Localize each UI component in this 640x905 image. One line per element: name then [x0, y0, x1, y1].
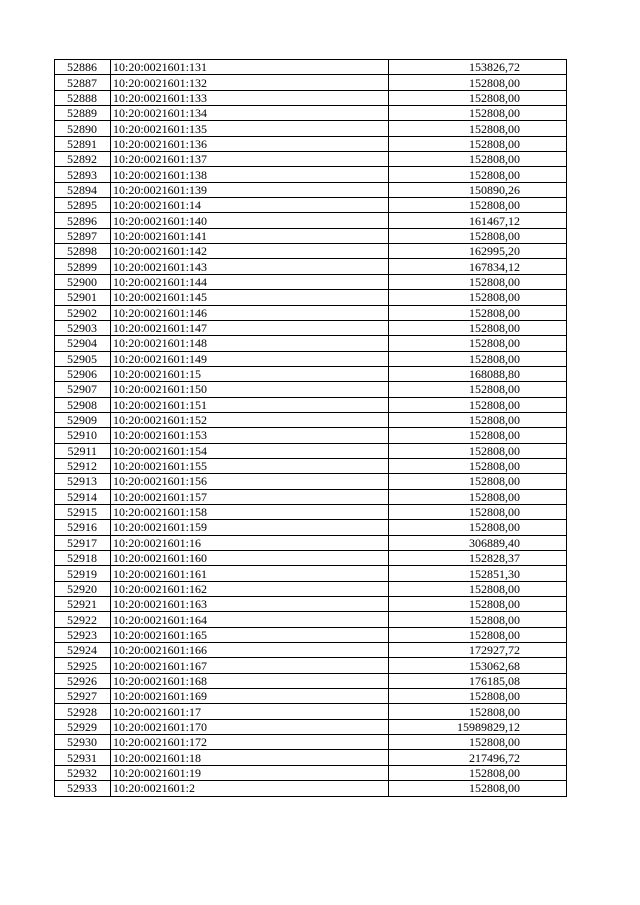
row-number-cell: 52908 [55, 397, 111, 412]
row-number-cell: 52920 [55, 581, 111, 596]
cadastral-value-cell: 152808,00 [389, 520, 567, 535]
table-row [55, 658, 567, 673]
cadastral-number-cell: 10:20:0021601:172 [111, 735, 389, 750]
table-row [55, 351, 567, 366]
row-number-cell: 52914 [55, 489, 111, 504]
row-number-cell: 52932 [55, 765, 111, 780]
row-number-cell: 52912 [55, 458, 111, 473]
row-number-cell: 52899 [55, 259, 111, 274]
cadastral-number-cell: 10:20:0021601:16 [111, 535, 389, 550]
table-row [55, 259, 567, 274]
row-number-cell: 52888 [55, 90, 111, 105]
row-number-cell: 52887 [55, 75, 111, 90]
cadastral-number-cell: 10:20:0021601:144 [111, 274, 389, 289]
cadastral-value-table [54, 59, 567, 797]
row-number-cell: 52906 [55, 366, 111, 381]
cadastral-value-cell: 152808,00 [389, 581, 567, 596]
table-row [55, 750, 567, 765]
cadastral-number-cell: 10:20:0021601:134 [111, 106, 389, 121]
table-row [55, 781, 567, 796]
row-number-cell: 52928 [55, 704, 111, 719]
cadastral-number-cell: 10:20:0021601:133 [111, 90, 389, 105]
row-number-cell: 52909 [55, 412, 111, 427]
table-row [55, 182, 567, 197]
row-number-cell: 52895 [55, 198, 111, 213]
table-row [55, 366, 567, 381]
table-row [55, 643, 567, 658]
cadastral-number-cell: 10:20:0021601:19 [111, 765, 389, 780]
cadastral-number-cell: 10:20:0021601:159 [111, 520, 389, 535]
table-row [55, 504, 567, 519]
cadastral-number-cell: 10:20:0021601:140 [111, 213, 389, 228]
row-number-cell: 52892 [55, 152, 111, 167]
cadastral-number-cell: 10:20:0021601:142 [111, 244, 389, 259]
row-number-cell: 52900 [55, 274, 111, 289]
cadastral-number-cell: 10:20:0021601:160 [111, 551, 389, 566]
table-row [55, 305, 567, 320]
table-body [55, 60, 567, 797]
table-row [55, 428, 567, 443]
cadastral-number-cell: 10:20:0021601:147 [111, 320, 389, 335]
cadastral-number-cell: 10:20:0021601:162 [111, 581, 389, 596]
row-number-cell: 52917 [55, 535, 111, 550]
cadastral-number-cell: 10:20:0021601:137 [111, 152, 389, 167]
table-row [55, 689, 567, 704]
row-number-cell: 52931 [55, 750, 111, 765]
row-number-cell: 52916 [55, 520, 111, 535]
cadastral-value-cell: 15989829,12 [389, 719, 567, 734]
cadastral-value-cell: 152808,00 [389, 274, 567, 289]
table-row [55, 704, 567, 719]
cadastral-number-cell: 10:20:0021601:149 [111, 351, 389, 366]
cadastral-value-cell: 176185,08 [389, 673, 567, 688]
row-number-cell: 52903 [55, 320, 111, 335]
cadastral-number-cell: 10:20:0021601:153 [111, 428, 389, 443]
cadastral-number-cell: 10:20:0021601:157 [111, 489, 389, 504]
cadastral-value-cell: 152808,00 [389, 627, 567, 642]
cadastral-number-cell: 10:20:0021601:170 [111, 719, 389, 734]
cadastral-number-cell: 10:20:0021601:148 [111, 336, 389, 351]
row-number-cell: 52911 [55, 443, 111, 458]
cadastral-value-cell: 152808,00 [389, 765, 567, 780]
row-number-cell: 52893 [55, 167, 111, 182]
cadastral-value-cell: 152808,00 [389, 136, 567, 151]
table-row [55, 121, 567, 136]
table-row [55, 535, 567, 550]
cadastral-number-cell: 10:20:0021601:168 [111, 673, 389, 688]
cadastral-number-cell: 10:20:0021601:18 [111, 750, 389, 765]
row-number-cell: 52898 [55, 244, 111, 259]
row-number-cell: 52922 [55, 612, 111, 627]
row-number-cell: 52890 [55, 121, 111, 136]
cadastral-value-cell: 152808,00 [389, 320, 567, 335]
cadastral-value-cell: 161467,12 [389, 213, 567, 228]
table-row [55, 520, 567, 535]
table-row [55, 397, 567, 412]
row-number-cell: 52910 [55, 428, 111, 443]
table-row [55, 167, 567, 182]
table-row [55, 489, 567, 504]
cadastral-value-cell: 152808,00 [389, 121, 567, 136]
row-number-cell: 52918 [55, 551, 111, 566]
table-row [55, 198, 567, 213]
table-row [55, 551, 567, 566]
row-number-cell: 52905 [55, 351, 111, 366]
row-number-cell: 52927 [55, 689, 111, 704]
table-row [55, 382, 567, 397]
table-row [55, 597, 567, 612]
cadastral-number-cell: 10:20:0021601:131 [111, 60, 389, 75]
table-row [55, 612, 567, 627]
table-row [55, 412, 567, 427]
cadastral-value-cell: 152851,30 [389, 566, 567, 581]
table-row [55, 290, 567, 305]
cadastral-value-cell: 168088,80 [389, 366, 567, 381]
row-number-cell: 52924 [55, 643, 111, 658]
cadastral-value-cell: 172927,72 [389, 643, 567, 658]
table-row [55, 106, 567, 121]
table-row [55, 75, 567, 90]
row-number-cell: 52896 [55, 213, 111, 228]
cadastral-value-cell: 152808,00 [389, 351, 567, 366]
row-number-cell: 52902 [55, 305, 111, 320]
row-number-cell: 52926 [55, 673, 111, 688]
cadastral-value-cell: 152808,00 [389, 382, 567, 397]
cadastral-value-cell: 217496,72 [389, 750, 567, 765]
cadastral-number-cell: 10:20:0021601:2 [111, 781, 389, 796]
cadastral-number-cell: 10:20:0021601:155 [111, 458, 389, 473]
cadastral-value-cell: 167834,12 [389, 259, 567, 274]
cadastral-value-cell: 152808,00 [389, 290, 567, 305]
table-row [55, 152, 567, 167]
table-row [55, 60, 567, 75]
table-row [55, 90, 567, 105]
cadastral-value-cell: 152808,00 [389, 458, 567, 473]
cadastral-value-cell: 152808,00 [389, 152, 567, 167]
cadastral-number-cell: 10:20:0021601:150 [111, 382, 389, 397]
table-row [55, 581, 567, 596]
cadastral-value-cell: 306889,40 [389, 535, 567, 550]
table-row [55, 474, 567, 489]
cadastral-number-cell: 10:20:0021601:169 [111, 689, 389, 704]
cadastral-value-cell: 152808,00 [389, 735, 567, 750]
row-number-cell: 52894 [55, 182, 111, 197]
table-row [55, 443, 567, 458]
cadastral-value-cell: 152808,00 [389, 305, 567, 320]
table-row [55, 336, 567, 351]
cadastral-number-cell: 10:20:0021601:163 [111, 597, 389, 612]
cadastral-value-cell: 152808,00 [389, 228, 567, 243]
cadastral-value-cell: 152808,00 [389, 412, 567, 427]
row-number-cell: 52933 [55, 781, 111, 796]
cadastral-number-cell: 10:20:0021601:135 [111, 121, 389, 136]
row-number-cell: 52897 [55, 228, 111, 243]
table-row [55, 274, 567, 289]
cadastral-number-cell: 10:20:0021601:132 [111, 75, 389, 90]
table-row [55, 566, 567, 581]
row-number-cell: 52901 [55, 290, 111, 305]
cadastral-number-cell: 10:20:0021601:151 [111, 397, 389, 412]
cadastral-number-cell: 10:20:0021601:161 [111, 566, 389, 581]
table-row [55, 673, 567, 688]
cadastral-number-cell: 10:20:0021601:139 [111, 182, 389, 197]
table-row [55, 213, 567, 228]
table-row [55, 765, 567, 780]
cadastral-value-cell: 152808,00 [389, 489, 567, 504]
cadastral-value-cell: 152808,00 [389, 504, 567, 519]
cadastral-number-cell: 10:20:0021601:152 [111, 412, 389, 427]
row-number-cell: 52919 [55, 566, 111, 581]
cadastral-value-cell: 152828,37 [389, 551, 567, 566]
cadastral-value-cell: 153062,68 [389, 658, 567, 673]
row-number-cell: 52913 [55, 474, 111, 489]
row-number-cell: 52921 [55, 597, 111, 612]
cadastral-number-cell: 10:20:0021601:17 [111, 704, 389, 719]
cadastral-number-cell: 10:20:0021601:141 [111, 228, 389, 243]
cadastral-number-cell: 10:20:0021601:143 [111, 259, 389, 274]
cadastral-value-cell: 152808,00 [389, 397, 567, 412]
cadastral-value-cell: 152808,00 [389, 612, 567, 627]
cadastral-number-cell: 10:20:0021601:158 [111, 504, 389, 519]
row-number-cell: 52886 [55, 60, 111, 75]
row-number-cell: 52929 [55, 719, 111, 734]
row-number-cell: 52930 [55, 735, 111, 750]
cadastral-number-cell: 10:20:0021601:164 [111, 612, 389, 627]
cadastral-number-cell: 10:20:0021601:156 [111, 474, 389, 489]
cadastral-value-cell: 152808,00 [389, 336, 567, 351]
row-number-cell: 52907 [55, 382, 111, 397]
table-row [55, 244, 567, 259]
table-row [55, 719, 567, 734]
row-number-cell: 52915 [55, 504, 111, 519]
cadastral-number-cell: 10:20:0021601:166 [111, 643, 389, 658]
cadastral-number-cell: 10:20:0021601:167 [111, 658, 389, 673]
cadastral-number-cell: 10:20:0021601:146 [111, 305, 389, 320]
row-number-cell: 52891 [55, 136, 111, 151]
row-number-cell: 52889 [55, 106, 111, 121]
cadastral-value-cell: 152808,00 [389, 428, 567, 443]
cadastral-number-cell: 10:20:0021601:154 [111, 443, 389, 458]
cadastral-value-cell: 152808,00 [389, 689, 567, 704]
table-row [55, 735, 567, 750]
cadastral-value-cell: 150890,26 [389, 182, 567, 197]
cadastral-value-cell: 152808,00 [389, 781, 567, 796]
row-number-cell: 52904 [55, 336, 111, 351]
cadastral-value-cell: 152808,00 [389, 90, 567, 105]
cadastral-value-cell: 162995,20 [389, 244, 567, 259]
table-row [55, 136, 567, 151]
cadastral-number-cell: 10:20:0021601:14 [111, 198, 389, 213]
cadastral-number-cell: 10:20:0021601:165 [111, 627, 389, 642]
cadastral-number-cell: 10:20:0021601:138 [111, 167, 389, 182]
table-row [55, 228, 567, 243]
cadastral-number-cell: 10:20:0021601:136 [111, 136, 389, 151]
cadastral-value-cell: 152808,00 [389, 106, 567, 121]
cadastral-value-cell: 152808,00 [389, 704, 567, 719]
cadastral-number-cell: 10:20:0021601:15 [111, 366, 389, 381]
row-number-cell: 52925 [55, 658, 111, 673]
cadastral-value-cell: 152808,00 [389, 75, 567, 90]
cadastral-value-cell: 152808,00 [389, 198, 567, 213]
table-row [55, 627, 567, 642]
cadastral-value-cell: 152808,00 [389, 443, 567, 458]
cadastral-value-cell: 152808,00 [389, 474, 567, 489]
cadastral-value-cell: 152808,00 [389, 597, 567, 612]
table-row [55, 320, 567, 335]
table-row [55, 458, 567, 473]
cadastral-value-cell: 152808,00 [389, 167, 567, 182]
cadastral-value-cell: 153826,72 [389, 60, 567, 75]
row-number-cell: 52923 [55, 627, 111, 642]
cadastral-number-cell: 10:20:0021601:145 [111, 290, 389, 305]
